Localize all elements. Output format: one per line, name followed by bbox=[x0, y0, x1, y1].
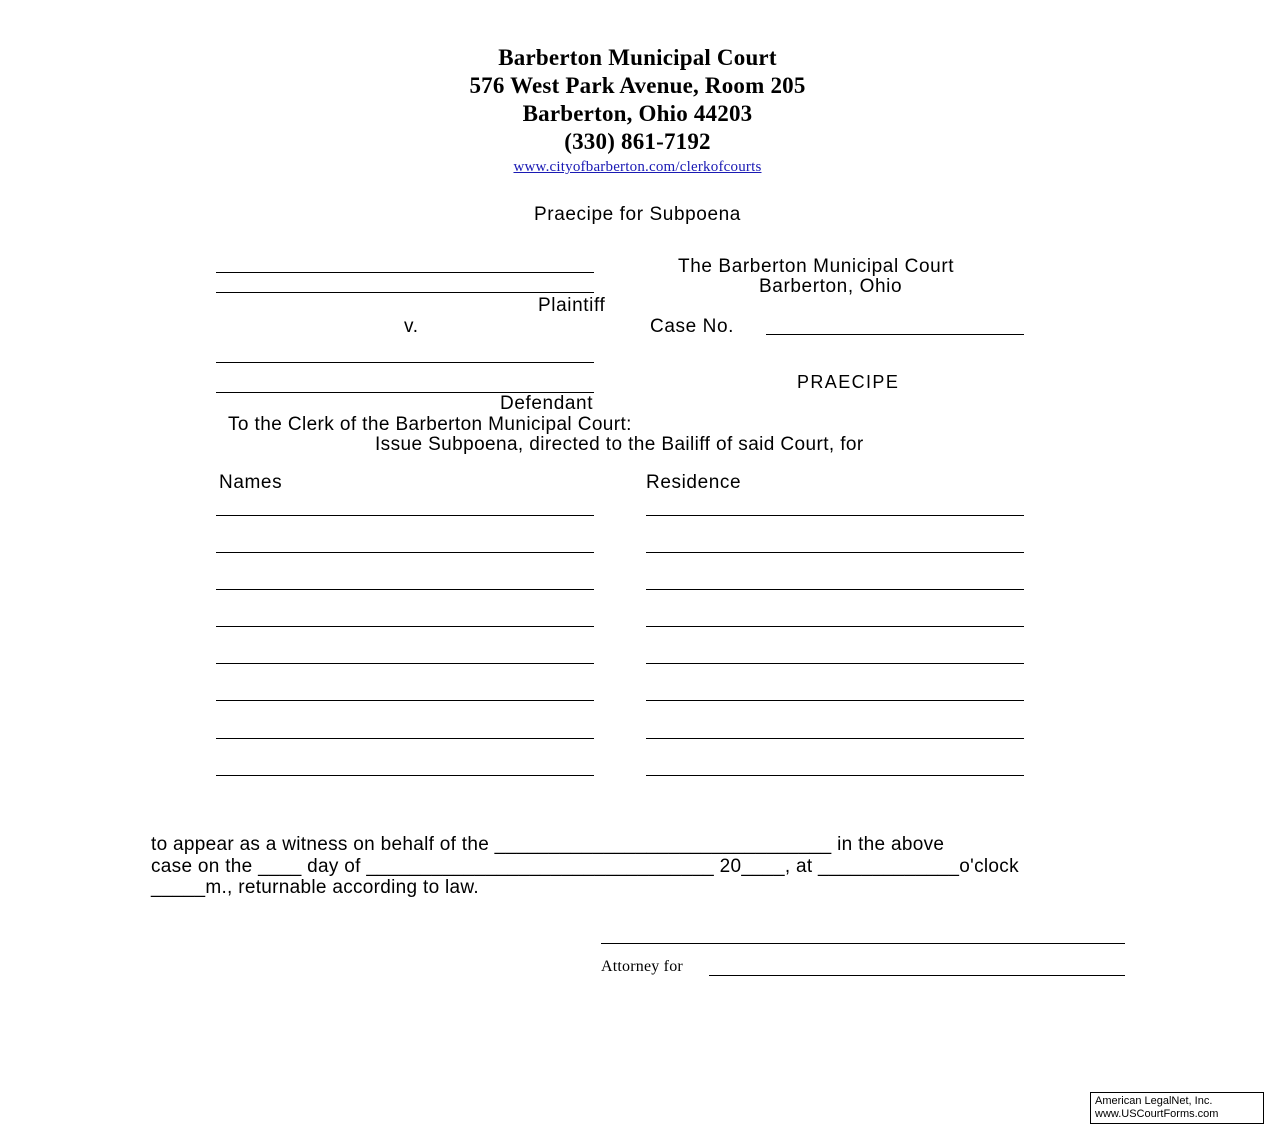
court-name: Barberton Municipal Court bbox=[498, 45, 777, 70]
defendant-name-line-1[interactable] bbox=[216, 362, 594, 363]
witness-name-line[interactable] bbox=[216, 700, 594, 701]
appearance-line-2-text-a: case on the ____ day of bbox=[151, 855, 367, 877]
plaintiff-label: Plaintiff bbox=[538, 295, 606, 316]
appearance-line-1-text-a: to appear as a witness on behalf of the bbox=[151, 834, 495, 855]
appearance-line-1-text-b: in the above bbox=[831, 834, 945, 855]
plaintiff-name-line-2[interactable] bbox=[216, 292, 594, 293]
appearance-line-1 bbox=[151, 834, 1131, 856]
witness-table-rows bbox=[0, 502, 1275, 792]
witness-residence-line[interactable] bbox=[646, 738, 1024, 739]
witness-name-line[interactable] bbox=[216, 589, 594, 590]
witness-residence-line[interactable] bbox=[646, 663, 1024, 664]
versus-label: v. bbox=[404, 316, 419, 337]
plaintiff-name-line-1[interactable] bbox=[216, 272, 594, 273]
document-page bbox=[0, 46, 1275, 1146]
case-number-field[interactable] bbox=[766, 334, 1024, 335]
witness-residence-line[interactable] bbox=[646, 589, 1024, 590]
attorney-for-label: Attorney for bbox=[601, 958, 683, 975]
witness-name-line[interactable] bbox=[216, 626, 594, 627]
defendant-label: Defendant bbox=[500, 393, 594, 414]
clerk-instruction-line-1: To the Clerk of the Barberton Municipal Court: bbox=[228, 414, 632, 435]
witness-residence-line[interactable] bbox=[646, 552, 1024, 553]
case-number-label: Case No. bbox=[650, 316, 735, 337]
document-type-label: PRAECIPE bbox=[797, 372, 900, 392]
court-caption-line-1: The Barberton Municipal Court bbox=[678, 256, 955, 277]
court-website-link[interactable]: www.cityofbarberton.com/clerkofcourts bbox=[513, 159, 762, 175]
vendor-name: American LegalNet, Inc. bbox=[1095, 1095, 1213, 1107]
behalf-of-blank[interactable]: _______________________________ bbox=[494, 834, 832, 855]
court-city-state-zip: Barberton, Ohio 44203 bbox=[522, 101, 753, 126]
vendor-website[interactable]: www.USCourtForms.com bbox=[1095, 1107, 1219, 1120]
witness-residence-line[interactable] bbox=[646, 626, 1024, 627]
vendor-stamp bbox=[1090, 1092, 1264, 1124]
signature-line[interactable] bbox=[601, 943, 1125, 944]
attorney-for-field[interactable] bbox=[709, 975, 1125, 976]
court-caption-line-2: Barberton, Ohio bbox=[759, 276, 903, 297]
page-title: Praecipe for Subpoena bbox=[534, 204, 741, 225]
witness-name-line[interactable] bbox=[216, 552, 594, 553]
court-phone: (330) 861-7192 bbox=[564, 129, 711, 154]
appearance-line-3: _____m., returnable according to law. bbox=[151, 877, 479, 898]
witness-table-header bbox=[0, 472, 1275, 502]
witness-name-line[interactable] bbox=[216, 515, 594, 516]
clerk-instruction-block bbox=[0, 414, 1275, 472]
witness-name-line[interactable] bbox=[216, 663, 594, 664]
column-header-residence: Residence bbox=[646, 472, 742, 493]
witness-residence-line[interactable] bbox=[646, 700, 1024, 701]
caption-block bbox=[0, 244, 1275, 414]
document-header bbox=[0, 46, 1275, 176]
appearance-line-2-text-b: 20____, at _____________o'clock bbox=[714, 855, 1019, 877]
clerk-instruction-line-2: Issue Subpoena, directed to the Bailiff of said Court, for bbox=[375, 434, 864, 455]
witness-name-line[interactable] bbox=[216, 738, 594, 739]
month-blank[interactable]: ________________________________ bbox=[366, 855, 715, 877]
witness-residence-line[interactable] bbox=[646, 775, 1024, 776]
appearance-line-2 bbox=[151, 856, 1131, 878]
court-address: 576 West Park Avenue, Room 205 bbox=[469, 73, 806, 98]
appearance-paragraph bbox=[151, 834, 1131, 899]
column-header-names: Names bbox=[219, 472, 283, 493]
witness-residence-line[interactable] bbox=[646, 515, 1024, 516]
witness-name-line[interactable] bbox=[216, 775, 594, 776]
